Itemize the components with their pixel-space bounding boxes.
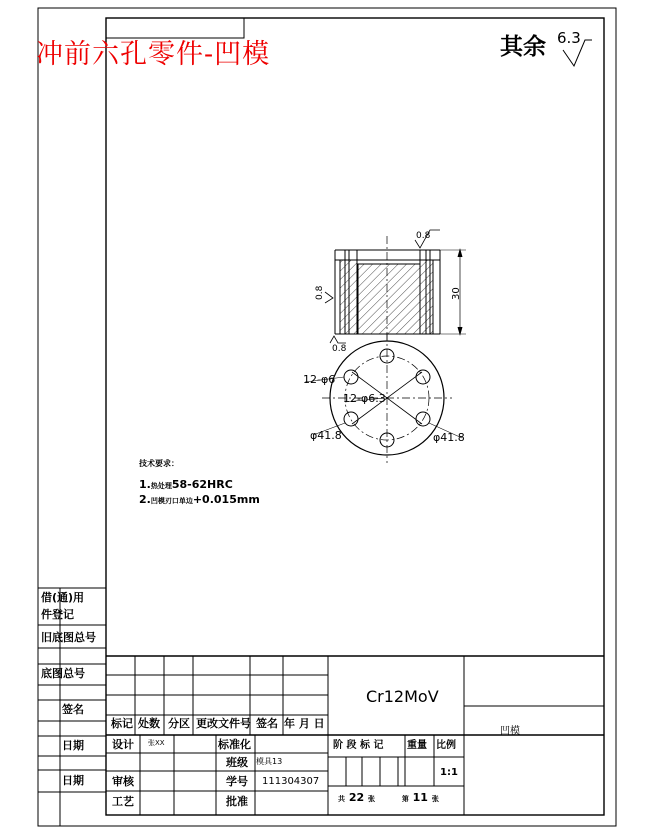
header-mark: 标记 bbox=[111, 717, 133, 730]
stage-mark-label: 阶 段 标 记 bbox=[333, 740, 384, 751]
sheets-total-prefix: 共 bbox=[338, 795, 345, 803]
borrow-label-line2: 件登记 bbox=[41, 608, 74, 621]
sheet-count bbox=[338, 792, 439, 803]
scale-value: 1:1 bbox=[440, 767, 458, 778]
class-value: 模具13 bbox=[256, 757, 283, 766]
weight-label: 重量 bbox=[407, 740, 427, 751]
dim-pcd-left: φ41.8 bbox=[310, 429, 342, 442]
header-count: 处数 bbox=[138, 717, 160, 730]
dim-pcd-right: φ41.8 bbox=[433, 431, 465, 444]
header-zone: 分区 bbox=[168, 717, 190, 730]
tech-req-item-2-small: 凹模刃口单边 bbox=[150, 497, 193, 505]
sheets-total-suffix: 张 bbox=[368, 795, 375, 803]
base-label: 底图总号 bbox=[41, 667, 85, 680]
drawing-title: 冲前六孔零件-凹模 bbox=[36, 39, 271, 70]
dim-height: 30 bbox=[451, 287, 462, 300]
tech-req-item-2 bbox=[139, 490, 260, 506]
sheet-no-prefix: 第 bbox=[401, 795, 409, 803]
dim-bottom-roughness: 0.8 bbox=[332, 344, 347, 354]
sheet-no-suffix: 张 bbox=[431, 795, 439, 803]
tech-req-item-1-prefix: 1. bbox=[139, 478, 151, 491]
old-base-label: 旧底图总号 bbox=[41, 631, 96, 644]
header-docno: 更改文件号 bbox=[196, 717, 251, 730]
class-label: 班级 bbox=[226, 756, 248, 769]
process-label: 工艺 bbox=[112, 795, 134, 808]
material-value: Cr12MoV bbox=[366, 687, 439, 706]
header-date: 年 月 日 bbox=[284, 717, 325, 730]
roughness-value: 6.3 bbox=[557, 29, 581, 47]
section-view bbox=[325, 230, 466, 343]
roughness-prefix: 其余 bbox=[500, 34, 546, 60]
student-no-label: 学号 bbox=[226, 775, 248, 788]
date-label-2: 日期 bbox=[62, 774, 84, 787]
outer-border bbox=[38, 8, 616, 826]
tech-req-item-2-value: +0.015mm bbox=[192, 493, 260, 506]
tech-req-item-1 bbox=[139, 475, 233, 491]
scale-label: 比例 bbox=[436, 740, 456, 751]
borrow-label-line1: 借(通)用 bbox=[41, 591, 85, 604]
code-box bbox=[106, 18, 244, 38]
design-label: 设计 bbox=[112, 738, 134, 751]
approve-label: 批准 bbox=[226, 795, 248, 808]
dim-top-roughness: 0.8 bbox=[416, 231, 431, 241]
tech-req-item-1-value: 58-62HRC bbox=[171, 478, 233, 491]
sheet-no-value: 11 bbox=[412, 791, 428, 804]
designer-value: 张XX bbox=[148, 739, 165, 747]
date-label-1: 日期 bbox=[62, 739, 84, 752]
tech-req-heading: 技术要求： bbox=[139, 459, 179, 468]
header-sign: 签名 bbox=[256, 717, 278, 730]
sign-label: 签名 bbox=[62, 703, 84, 716]
dim-side-roughness: 0.8 bbox=[315, 285, 325, 300]
review-label: 审核 bbox=[112, 775, 134, 788]
part-name: 凹模 bbox=[500, 726, 520, 737]
tech-req-item-1-small: 热处理 bbox=[150, 482, 172, 490]
sheets-total-value: 22 bbox=[348, 791, 365, 804]
standard-label: 标准化 bbox=[218, 738, 251, 751]
dim-holes-outer: 12-φ6 bbox=[303, 373, 336, 386]
tech-req-item-2-prefix: 2. bbox=[139, 493, 151, 506]
student-no-value: 111304307 bbox=[262, 776, 320, 787]
dim-holes-inner: 12-φ6.3 bbox=[343, 392, 386, 405]
